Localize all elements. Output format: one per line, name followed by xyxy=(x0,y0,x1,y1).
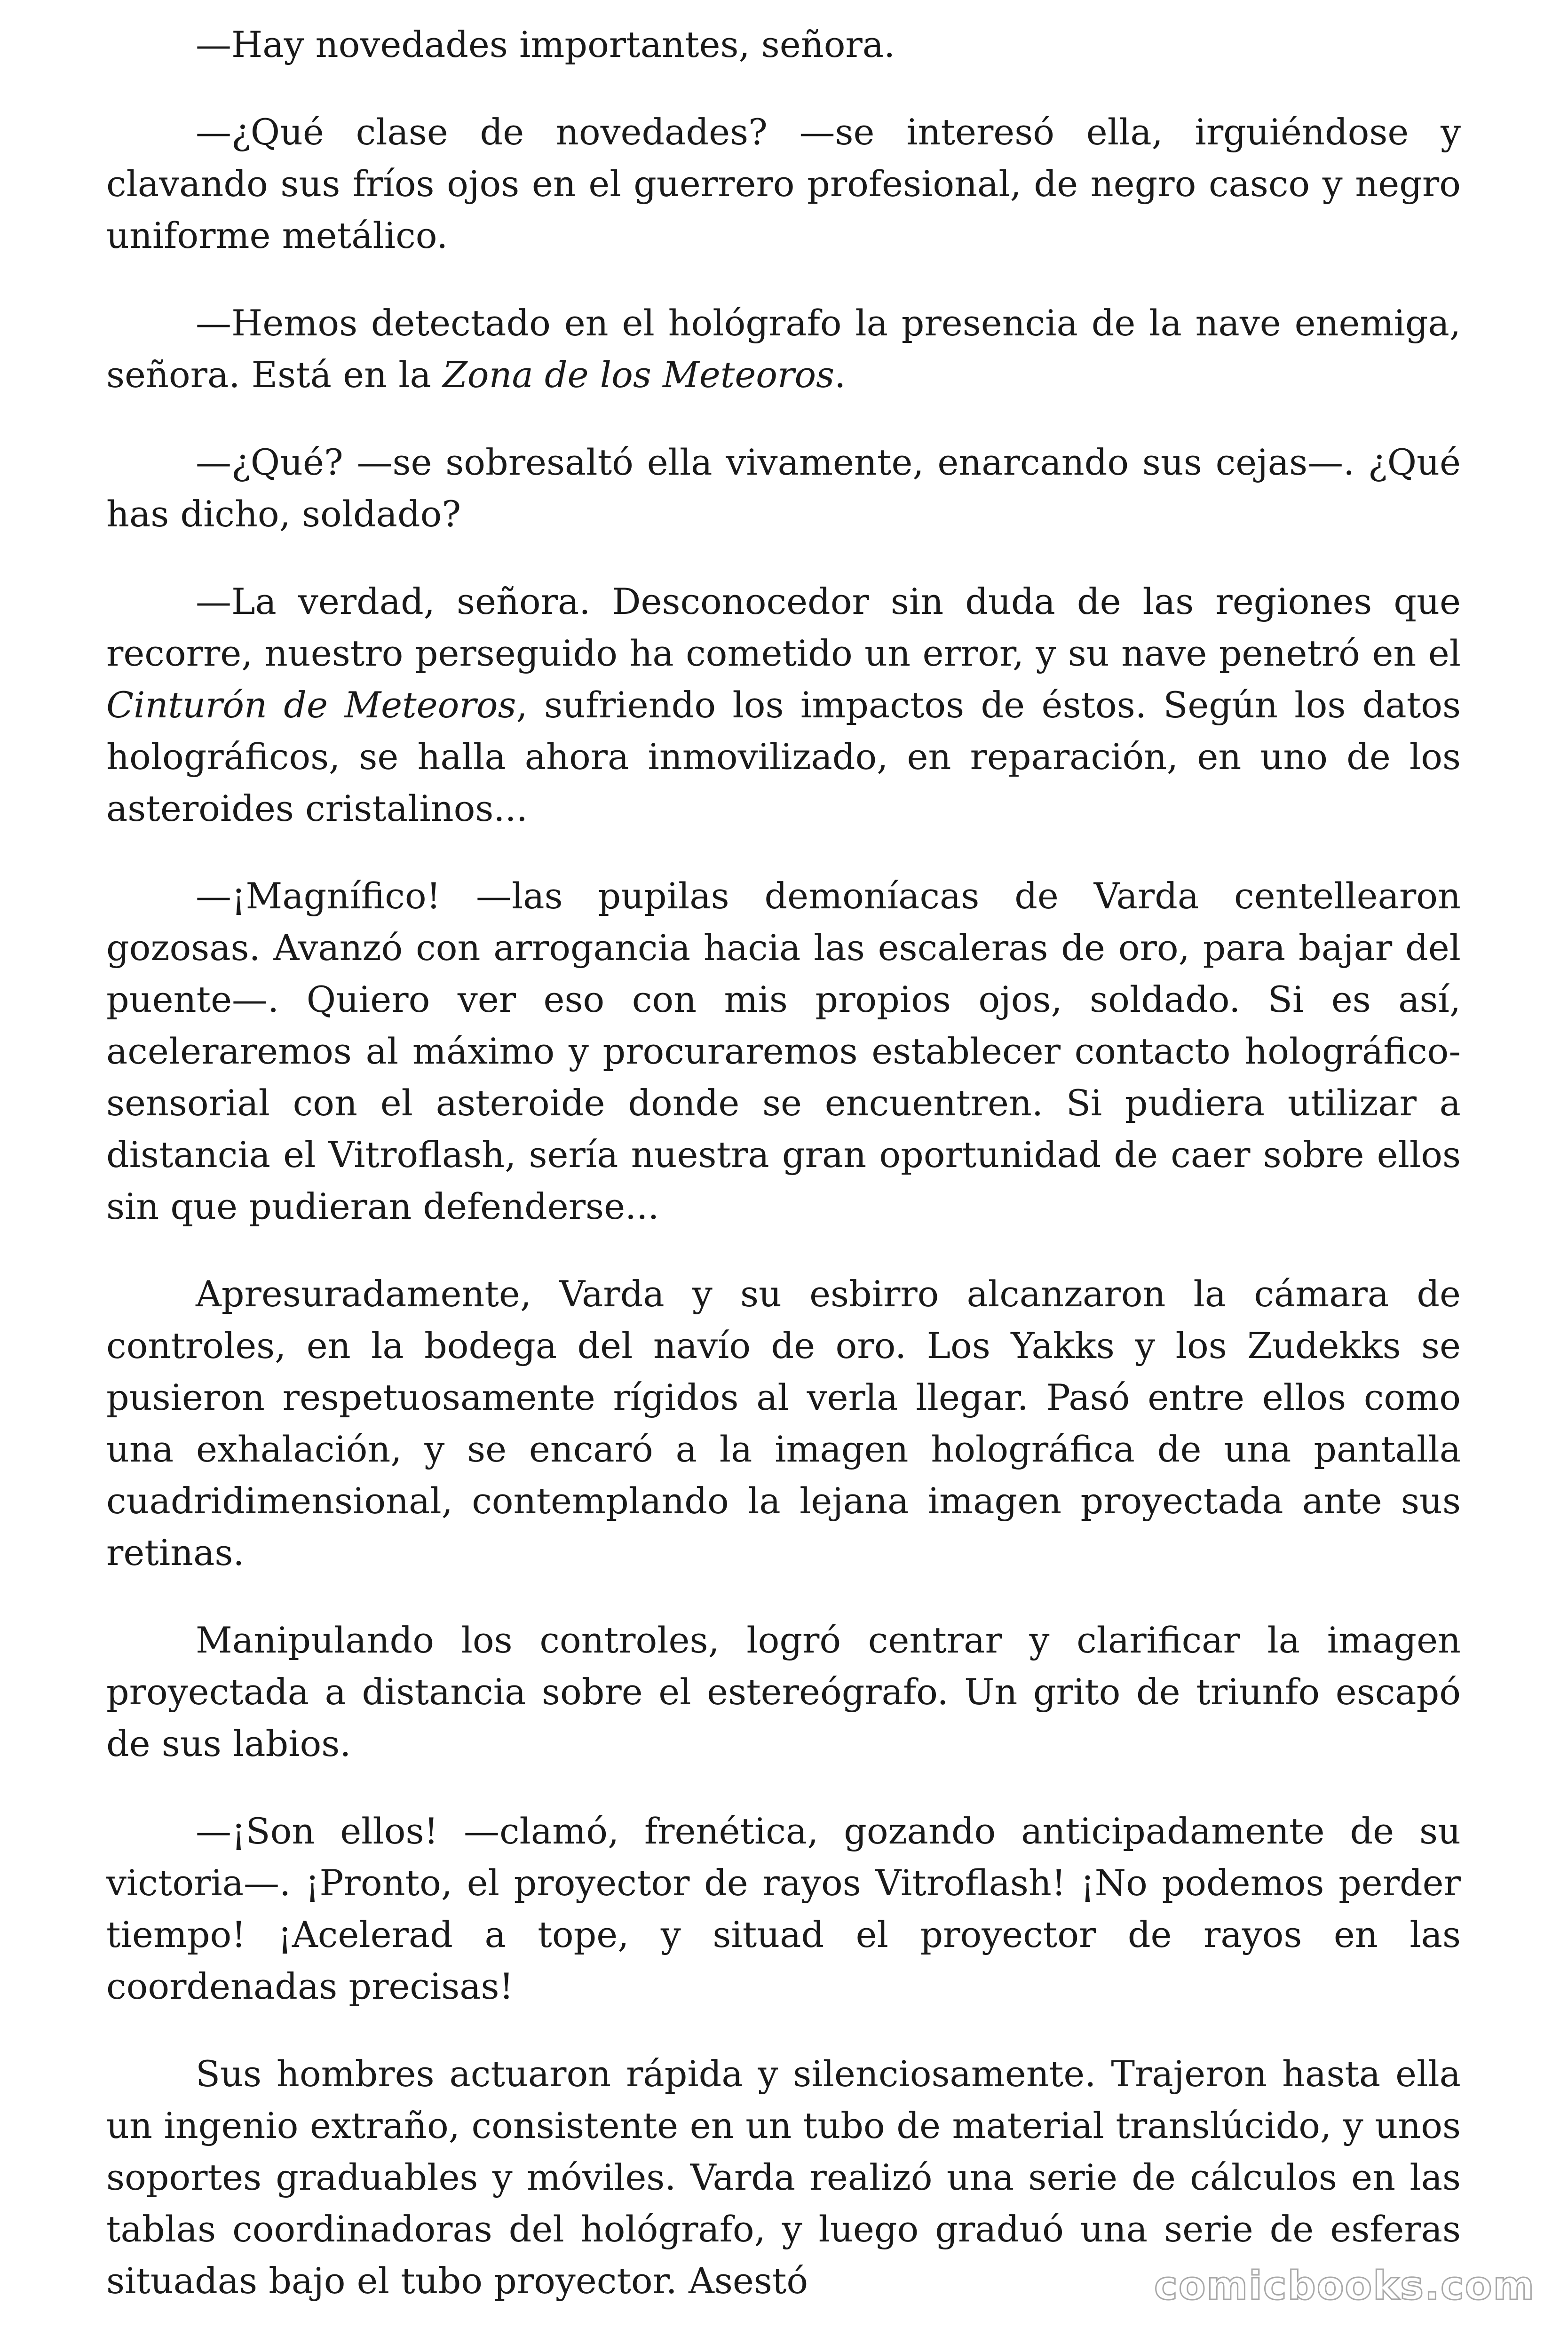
text-segment: , sufriendo los impactos de éstos. Según los datos holográficos, se halla ahora inmovilizado, en reparación, en uno de los asteroides cristalinos... xyxy=(106,684,1461,829)
paragraph xyxy=(106,1614,1461,1770)
paragraph xyxy=(106,106,1461,262)
text-segment: —¡Son ellos! —clamó, frenética, gozando anticipadamente de su victoria—. ¡Pronto, el proyector de rayos Vitroflash! ¡No podemos perder tiempo! ¡Acelerad a tope, y situad el proyector de rayos en las coordenadas precisas! xyxy=(106,1810,1461,2007)
text-segment: —¿Qué clase de novedades? —se interesó ella, irguiéndose y clavando sus fríos ojos en el guerrero profesional, de negro casco y negro uniforme metálico. xyxy=(106,111,1461,256)
paragraph xyxy=(106,870,1461,1232)
text-segment: —¡Magnífico! —las pupilas demoníacas de Varda centellearon gozosas. Avanzó con arrogancia hacia las escaleras de oro, para bajar del puente—. Quiero ver eso con mis propios ojos, soldado. Si es así, aceleraremos al máximo y procuraremos establecer contacto holográfico-sensorial con el asteroide donde se encuentren. Si pudiera utilizar a distancia el Vitroflash, sería nuestra gran oportunidad de caer sobre ellos sin que pudieran defenderse... xyxy=(106,875,1461,1227)
paragraph xyxy=(106,297,1461,401)
paragraph xyxy=(106,437,1461,540)
book-page xyxy=(106,19,1461,2307)
text-segment: Apresuradamente, Varda y su esbirro alcanzaron la cámara de controles, en la bodega del navío de oro. Los Yakks y los Zudekks se pusieron respetuosamente rígidos al verla llegar. Pasó entre ellos como una exhalación, y se encaró a la imagen holográfica de una pantalla cuadridimensional, contemplando la lejana imagen proyectada ante sus retinas. xyxy=(106,1273,1461,1573)
text-segment: —Hemos detectado en el holόgrafo la presencia de la nave enemiga, señora. Está en la xyxy=(106,302,1461,396)
paragraph xyxy=(106,1268,1461,1579)
paragraph xyxy=(106,576,1461,834)
paragraph xyxy=(106,1805,1461,2012)
text-segment: —¿Qué? —se sobresaltó ella vivamente, enarcando sus cejas—. ¿Qué has dicho, soldado? xyxy=(106,441,1461,535)
paragraph xyxy=(106,19,1461,71)
text-segment: —Hay novedades importantes, señora. xyxy=(196,24,895,65)
text-segment: Manipulando los controles, logró centrar y clarificar la imagen proyectada a distancia sobre el estereógrafo. Un grito de triunfo escapó de sus labios. xyxy=(106,1619,1461,1764)
text-segment: —La verdad, señora. Desconocedor sin duda de las regiones que recorre, nuestro perseguido ha cometido un error, y su nave penetró en el xyxy=(106,580,1461,674)
italic-place-name: Zona de los Meteoros xyxy=(443,354,835,396)
watermark-logo: comicbooks.com xyxy=(1154,2263,1535,2309)
italic-place-name: Cinturón de Meteoros xyxy=(106,684,516,726)
text-segment: . xyxy=(834,354,846,396)
text-segment: Sus hombres actuaron rápida y silenciosamente. Trajeron hasta ella un ingenio extraño, consistente en un tubo de material translúcido, y unos soportes graduables y móviles. Varda realizó una serie de cálculos en las tablas coordinadoras del holόgrafo, y luego graduó una serie de esferas situadas bajo el tubo proyector. Asestó xyxy=(106,2053,1461,2302)
